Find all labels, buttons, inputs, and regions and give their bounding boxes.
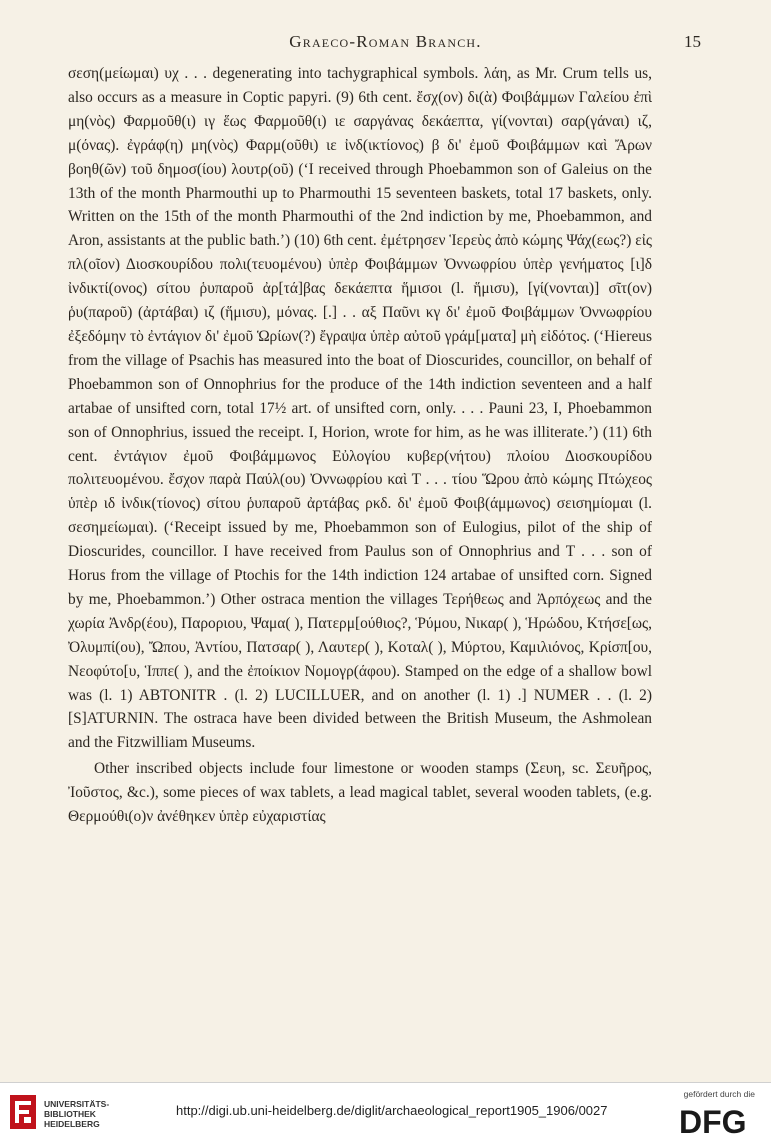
dfg-logo-icon <box>675 1103 755 1137</box>
paragraph-inscribed-objects: Other inscribed objects include four limestone or wooden stamps (Σευη, sc. Σευῆρος, Ἰοῦστος, &c.), some pieces of wax tablets, a lead magical tablet, several wooden tablets, (e.g. Θερμούθι(ο)ν ἀνέθηκεν ὑπὲρ εὐχαριστίας <box>68 760 652 826</box>
permalink-url[interactable]: http://digi.ub.uni-heidelberg.de/diglit/archaeological_report1905_1906/0027 <box>176 1103 608 1118</box>
running-head <box>70 32 701 58</box>
university-library-logo-icon <box>10 1095 36 1129</box>
digitization-footer <box>0 1082 771 1145</box>
paragraph-ostraca: σεση(μείωμαι) υχ . . . degenerating into tachygraphical symbols. λάη, as Mr. Crum tells us, also occurs as a measure in Coptic papyri. (9) 6th cent. ἔσχ(ον) δι(ὰ) Φοιβάμμων Γαλείου ἐπὶ μη(νὸς) Φαρμοῦθ(ι) ιγ ἕως Φαρμοῦθ(ι) ιε σαργάνας δεκάεπτα, γί(νονται) σαρ(γάναι) ιζ, μ(όνας). ἐγράφ(η) μη(νὸς) Φαρμ(οῦθι) ιε ἰνδ(ικτίονος) β δι' ἐμοῦ Φοιβάμμων καὶ Ἄρων βοηθ(ῶν) τοῦ δημοσ(ίου) λουτρ(οῦ) (‘I received through Phoebammon son of Galeius on the 13th of the month Pharmouthi up to Pharmouthi 15 seventeen baskets, total 17 baskets, only. Written on the 15th of the month Pharmouthi of the 2nd indiction by me, Phoebammon, and Aron, assistants at the public bath.’) (10) 6th cent. ἐμέτρησεν Ἱερεὺς ἀπὸ κώμης Ψάχ(εως?) εἰς πλ(οῖον) Διοσκουρίδου πολι(τευομένου) ὑπὲρ Φοιβάμμων Ὀννωφρίου ὑπὲρ γενήματος [ι]δ ἰνδικτί(ονος) σίτου ῥυπαροῦ ἀρ[τά]βας δεκάεπτα ἥμισοι (l. ἥμισυ), [γί(νονται)] σῖτ(ον) ῥυ(παροῦ) (ἀρτάβαι) ιζ (ἥμισυ), μόνας. [.] . . αξ Παῦνι κγ δι' ἐμοῦ Φοιβάμμων Ὀννωφρίου ἐξεδόμην τὸ ἐντάγιον δι' ἐμοῦ Ὡρίων(?) ἔγραψα ὑπὲρ αὐτοῦ γράμ[ματα] μὴ εἰδότος. (‘Hiereus from the village of Psachis has measured into the boat of Dioscurides, councillor, on behalf of Phoebammon son of Onnophrius for the produce of the 14th indiction seventeen and a half artabae of unsifted corn, total 17½ art. of unsifted corn, only. . . . Pauni 23, I, Phoebammon son of Onnophrius, issued the receipt. I, Horion, wrote for him, as he was illiterate.’) (11) 6th cent. ἐντάγιον ἐμοῦ Φοιβάμμωνος Εὐλογίου κυβερ(νήτου) πλοίου Διοσκουρίδου πολιτευομένου. ἔσχον παρὰ Παύλ(ου) Ὀννωφρίου καὶ Τ . . . τίου Ὥρου ἀπὸ κώμης Πτώχεος ὑπὲρ ιδ ἰνδικ(τίονος) σίτου ῥυπαροῦ ἀρτάβας ρκδ. δι' ἐμοῦ Φοιβ(άμμωνος) σεισημίομαι (l. σεσημείωμαι). (‘Receipt issued by me, Phoebammon son of Eulogius, pilot of the ship of Dioscurides, councillor. I have received from Paulus son of Onnophrius and T . . . son of Horus from the village of Ptochis for the 14th indiction 124 artabae of unsifted corn. Signed by me, Phoebammon.’) Other ostraca mention the villages Τερήθεως and Ἀρπόχεως and the χωρία Ἀνδρ(έου), Παροριου, Ψαμα( ), Πατερμ[ούθιος?, Ῥύμου, Νικαρ( ), Ἡρώδου, Κτήσε[ως, Ὀλυμπί(ου), Ὤπου, Ἀντίου, Πατσαρ( ), Λαυτερ( ), Κοταλ( ), Μύρτου, Καμιλιόνος, Κρίσπ[ου, Νεοφύτο[υ, Ἱππε( ), and the ἐποίκιον Νομογρ(άφου). Stamped on the edge of a shallow bowl was (l. 1) ABTONITR . (l. 2) LUCILLUER, and on another (l. 1) .] NUMER . . (l. 2) [S]ATURNIN. The ostraca have been divided between the British Museum, the Ashmolean and the Fitzwilliam Museums. <box>68 65 652 752</box>
library-name-line: HEIDELBERG <box>44 1119 100 1129</box>
body-text <box>68 62 652 829</box>
dfg-logo-text: DFG <box>679 1104 747 1137</box>
page-number: 15 <box>684 32 701 51</box>
funded-by-label: gefördert durch die <box>683 1089 755 1099</box>
library-name-line: UNIVERSITÄTS- <box>44 1099 110 1109</box>
running-title: Graeco-Roman Branch. <box>289 32 482 51</box>
library-name <box>44 1099 109 1129</box>
library-name-line: BIBLIOTHEK <box>44 1109 96 1119</box>
